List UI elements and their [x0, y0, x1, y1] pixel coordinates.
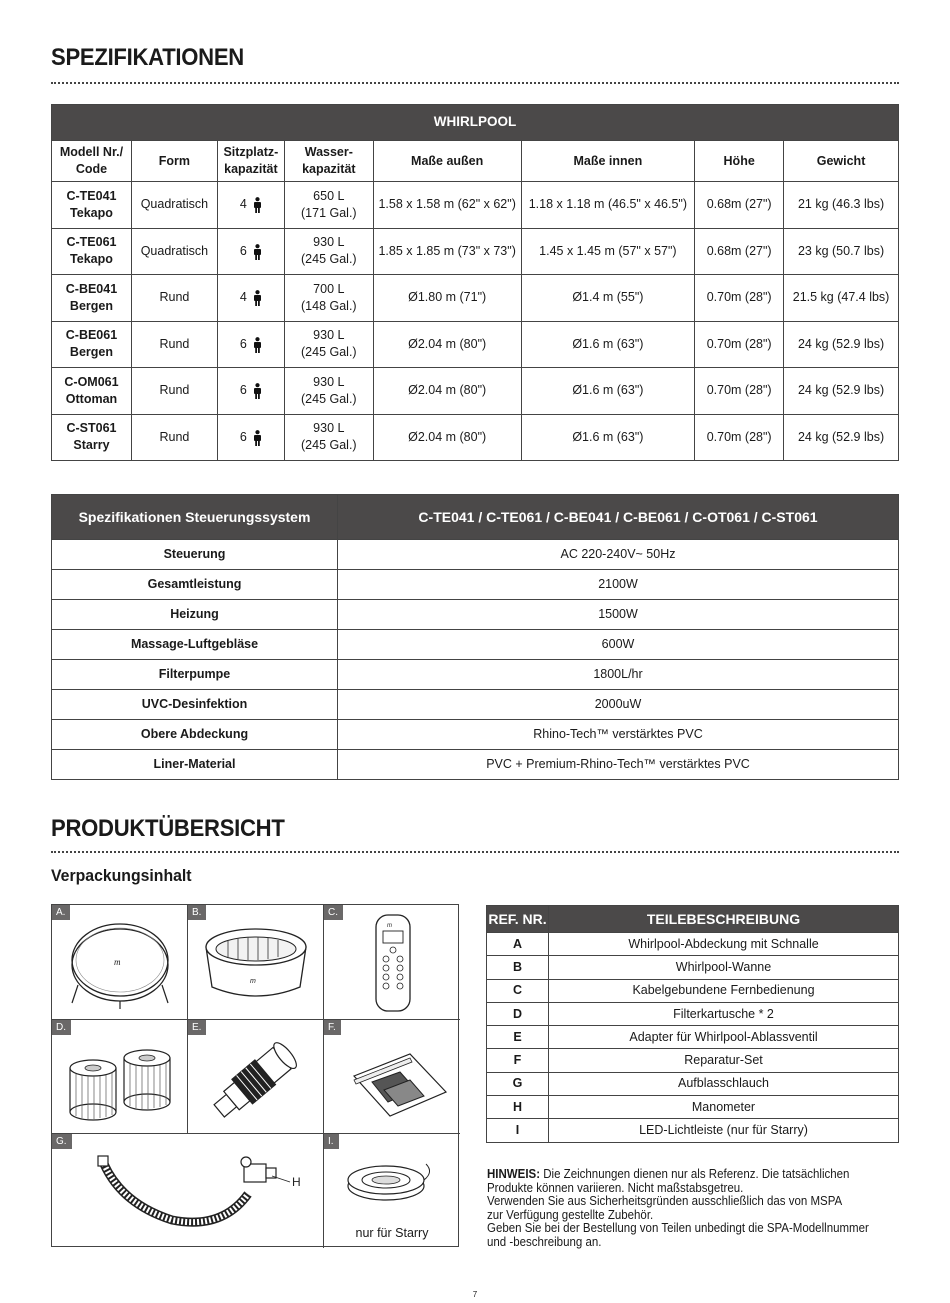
outer-dim-cell: Ø1.80 m (71")	[373, 275, 521, 322]
starry-only-caption: nur für Starry	[355, 1226, 429, 1240]
height-cell: 0.70m (28")	[695, 275, 784, 322]
form-cell: Rund	[131, 321, 217, 368]
weight-cell: 23 kg (50.7 lbs)	[784, 228, 899, 275]
col-header-inner: Maße innen	[521, 141, 695, 182]
weight-cell: 21 kg (46.3 lbs)	[784, 182, 899, 229]
item-d-filters	[52, 1020, 188, 1134]
weight-cell: 24 kg (52.9 lbs)	[784, 368, 899, 415]
form-cell: Rund	[131, 275, 217, 322]
inner-dim-cell: Ø1.6 m (63")	[521, 321, 695, 368]
outer-dim-cell: Ø2.04 m (80")	[373, 368, 521, 415]
table-row	[487, 1002, 899, 1025]
control-value-cell: Rhino-Tech™ verstärktes PVC	[338, 720, 899, 750]
parts-header-ref: REF. NR.	[487, 906, 549, 933]
table-row	[52, 182, 899, 229]
svg-text:m: m	[250, 978, 256, 985]
form-cell: Rund	[131, 414, 217, 461]
model-cell: C-BE061 Bergen	[52, 321, 132, 368]
control-label-cell: Heizung	[52, 600, 338, 630]
part-ref-cell: C	[487, 979, 549, 1002]
package-contents-illustrations	[51, 904, 459, 1247]
table-row	[52, 690, 899, 720]
item-g-inflation-hose	[52, 1134, 324, 1248]
tag-a: A.	[52, 905, 70, 920]
tag-g: G.	[52, 1134, 72, 1149]
control-value-cell: AC 220-240V~ 50Hz	[338, 540, 899, 570]
col-header-form: Form	[131, 141, 217, 182]
item-f-repair-kit	[324, 1020, 460, 1134]
water-cell: 650 L (171 Gal.)	[284, 182, 373, 229]
note-line: und -beschreibung an.	[487, 1234, 602, 1249]
form-cell: Rund	[131, 368, 217, 415]
weight-cell: 24 kg (52.9 lbs)	[784, 414, 899, 461]
model-cell: C-TE061 Tekapo	[52, 228, 132, 275]
part-desc-cell: Reparatur-Set	[549, 1049, 899, 1072]
parts-header-desc: TEILEBESCHREIBUNG	[549, 906, 899, 933]
part-ref-cell: I	[487, 1119, 549, 1142]
part-ref-cell: G	[487, 1072, 549, 1095]
height-cell: 0.68m (27")	[695, 228, 784, 275]
manometer-label: H	[292, 1175, 301, 1189]
tag-e: E.	[188, 1020, 206, 1035]
table-row	[52, 630, 899, 660]
table-row	[52, 275, 899, 322]
note-line: Die Zeichnungen dienen nur als Referenz. Die tatsächlichen	[540, 1167, 850, 1181]
control-label-cell: Obere Abdeckung	[52, 720, 338, 750]
control-label-cell: Gesamtleistung	[52, 570, 338, 600]
item-e-drain-adapter	[188, 1020, 324, 1134]
part-desc-cell: Filterkartusche * 2	[549, 1002, 899, 1025]
table-row	[487, 933, 899, 956]
table-row	[52, 600, 899, 630]
table-row	[52, 228, 899, 275]
control-value-cell: 1800L/hr	[338, 660, 899, 690]
item-c-remote	[324, 905, 460, 1020]
control-header-label: Spezifikationen Steuerungssystem	[52, 495, 338, 540]
control-value-cell: 2000uW	[338, 690, 899, 720]
filter-cartridges-illustration	[52, 1020, 188, 1134]
control-value-cell: 600W	[338, 630, 899, 660]
spa-tub-illustration	[188, 905, 324, 1020]
col-header-weight: Gewicht	[784, 141, 899, 182]
whirlpool-spec-table	[51, 104, 899, 461]
seats-cell: 6	[217, 228, 284, 275]
part-desc-cell: Whirlpool-Abdeckung mit Schnalle	[549, 933, 899, 956]
table-row	[487, 956, 899, 979]
seats-cell: 4	[217, 182, 284, 229]
control-value-cell: PVC + Premium-Rhino-Tech™ verstärktes PVC	[338, 750, 899, 780]
note-line: zur Verfügung gestellte Zubehör.	[487, 1207, 654, 1222]
control-label-cell: Liner-Material	[52, 750, 338, 780]
part-desc-cell: Kabelgebundene Fernbedienung	[549, 979, 899, 1002]
seats-cell: 6	[217, 321, 284, 368]
control-system-table	[51, 494, 899, 780]
section-divider	[51, 82, 899, 84]
height-cell: 0.70m (28")	[695, 368, 784, 415]
part-ref-cell: H	[487, 1096, 549, 1119]
inner-dim-cell: Ø1.6 m (63")	[521, 414, 695, 461]
tag-c: C.	[324, 905, 343, 920]
seats-cell: 4	[217, 275, 284, 322]
table-row	[52, 540, 899, 570]
parts-description-table	[486, 905, 899, 1143]
control-label-cell: Steuerung	[52, 540, 338, 570]
person-icon	[253, 430, 262, 446]
section-divider	[51, 851, 899, 853]
part-ref-cell: E	[487, 1026, 549, 1049]
tag-f: F.	[324, 1020, 341, 1035]
drain-adapter-illustration	[188, 1020, 324, 1134]
note-paragraph	[487, 1168, 873, 1249]
note-label: HINWEIS:	[487, 1167, 541, 1181]
model-cell: C-BE041 Bergen	[52, 275, 132, 322]
table-row	[52, 368, 899, 415]
table-row	[52, 570, 899, 600]
inner-dim-cell: Ø1.4 m (55")	[521, 275, 695, 322]
note-line: Produkte können variieren. Nicht maßstabsgetreu.	[487, 1180, 744, 1195]
model-cell: C-ST061 Starry	[52, 414, 132, 461]
inner-dim-cell: 1.45 x 1.45 m (57" x 57")	[521, 228, 695, 275]
spec-section-title: SPEZIFIKATIONEN	[51, 44, 244, 71]
package-contents-title: Verpackungsinhalt	[51, 866, 192, 885]
seats-cell: 6	[217, 368, 284, 415]
inflation-hose-illustration	[52, 1134, 324, 1248]
part-desc-cell: Adapter für Whirlpool-Ablassventil	[549, 1026, 899, 1049]
part-desc-cell: Whirlpool-Wanne	[549, 956, 899, 979]
control-value-cell: 1500W	[338, 600, 899, 630]
item-a-cover	[52, 905, 188, 1020]
col-header-seats: Sitzplatz- kapazität	[217, 141, 284, 182]
part-desc-cell: Manometer	[549, 1096, 899, 1119]
table-row	[52, 750, 899, 780]
part-desc-cell: Aufblasschlauch	[549, 1072, 899, 1095]
page-number: 7	[472, 1290, 478, 1299]
svg-text:m: m	[387, 923, 392, 929]
water-cell: 930 L (245 Gal.)	[284, 414, 373, 461]
person-icon	[253, 383, 262, 399]
remote-control-illustration	[324, 905, 460, 1020]
height-cell: 0.70m (28")	[695, 414, 784, 461]
water-cell: 700 L (148 Gal.)	[284, 275, 373, 322]
inner-dim-cell: 1.18 x 1.18 m (46.5" x 46.5")	[521, 182, 695, 229]
svg-text:m: m	[114, 957, 121, 967]
table-row	[487, 979, 899, 1002]
outer-dim-cell: Ø2.04 m (80")	[373, 414, 521, 461]
control-value-cell: 2100W	[338, 570, 899, 600]
part-ref-cell: F	[487, 1049, 549, 1072]
inner-dim-cell: Ø1.6 m (63")	[521, 368, 695, 415]
form-cell: Quadratisch	[131, 228, 217, 275]
person-icon	[253, 337, 262, 353]
person-icon	[253, 244, 262, 260]
repair-kit-illustration	[324, 1020, 460, 1134]
table-row	[487, 1119, 899, 1142]
table-row	[487, 1072, 899, 1095]
whirlpool-banner: WHIRLPOOL	[52, 105, 899, 141]
height-cell: 0.68m (27")	[695, 182, 784, 229]
part-desc-cell: LED-Lichtleiste (nur für Starry)	[549, 1119, 899, 1142]
col-header-water: Wasser- kapazität	[284, 141, 373, 182]
model-cell: C-TE041 Tekapo	[52, 182, 132, 229]
outer-dim-cell: 1.58 x 1.58 m (62" x 62")	[373, 182, 521, 229]
table-row	[487, 1049, 899, 1072]
outer-dim-cell: 1.85 x 1.85 m (73" x 73")	[373, 228, 521, 275]
item-b-tub	[188, 905, 324, 1020]
note-line: Geben Sie bei der Bestellung von Teilen unbedingt die SPA-Modellnummer	[487, 1221, 869, 1235]
col-header-height: Höhe	[695, 141, 784, 182]
water-cell: 930 L (245 Gal.)	[284, 368, 373, 415]
table-row	[487, 1096, 899, 1119]
control-label-cell: Massage-Luftgebläse	[52, 630, 338, 660]
tag-d: D.	[52, 1020, 71, 1035]
part-ref-cell: B	[487, 956, 549, 979]
seats-cell: 6	[217, 414, 284, 461]
outer-dim-cell: Ø2.04 m (80")	[373, 321, 521, 368]
model-cell: C-OM061 Ottoman	[52, 368, 132, 415]
overview-section-title: PRODUKTÜBERSICHT	[51, 815, 285, 842]
control-label-cell: Filterpumpe	[52, 660, 338, 690]
table-row	[52, 660, 899, 690]
table-row	[52, 720, 899, 750]
person-icon	[253, 290, 262, 306]
table-row	[52, 414, 899, 461]
height-cell: 0.70m (28")	[695, 321, 784, 368]
col-header-outer: Maße außen	[373, 141, 521, 182]
weight-cell: 21.5 kg (47.4 lbs)	[784, 275, 899, 322]
control-label-cell: UVC-Desinfektion	[52, 690, 338, 720]
person-icon	[253, 197, 262, 213]
water-cell: 930 L (245 Gal.)	[284, 228, 373, 275]
form-cell: Quadratisch	[131, 182, 217, 229]
col-header-model: Modell Nr./ Code	[52, 141, 132, 182]
part-ref-cell: D	[487, 1002, 549, 1025]
weight-cell: 24 kg (52.9 lbs)	[784, 321, 899, 368]
part-ref-cell: A	[487, 933, 549, 956]
tag-b: B.	[188, 905, 206, 920]
control-header-models: C-TE041 / C-TE061 / C-BE041 / C-BE061 / C-OT061 / C-ST061	[338, 495, 899, 540]
item-i-led-strip	[324, 1134, 460, 1248]
led-strip-illustration	[324, 1134, 460, 1220]
tag-i: I.	[324, 1134, 339, 1149]
water-cell: 930 L (245 Gal.)	[284, 321, 373, 368]
note-line: Verwenden Sie aus Sicherheitsgründen ausschließlich das von MSPA	[487, 1194, 843, 1208]
table-row	[487, 1026, 899, 1049]
spa-cover-illustration	[52, 905, 188, 1020]
table-row	[52, 321, 899, 368]
